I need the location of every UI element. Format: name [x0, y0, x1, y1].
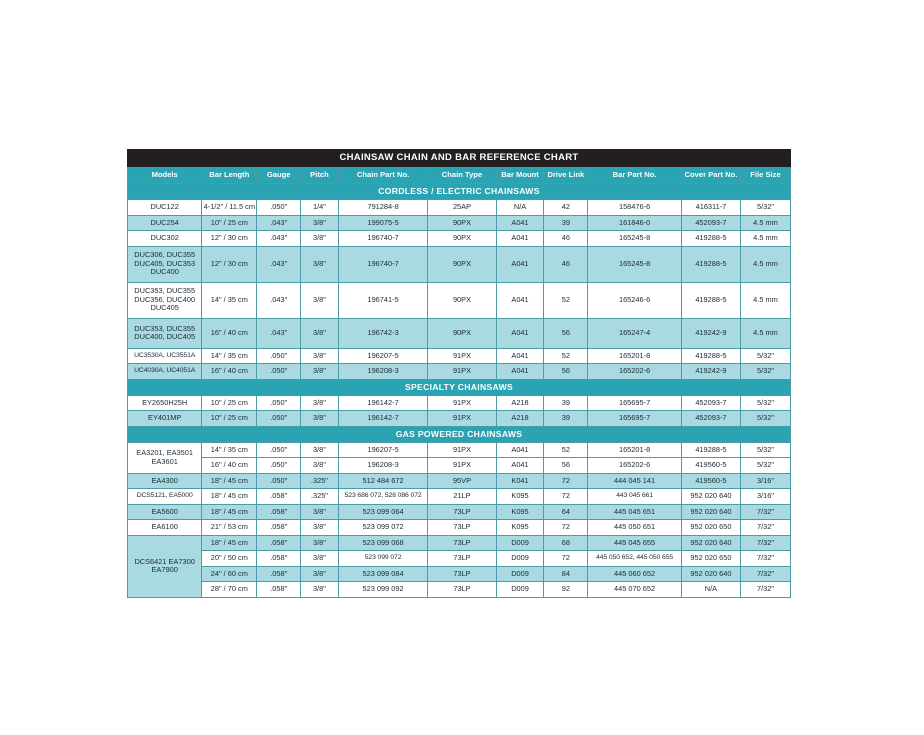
cell-drive-link: 46 [544, 246, 588, 282]
cell-bar-mount: D009 [496, 551, 544, 567]
cell-chain-type: 73LP [428, 566, 496, 582]
cell-bar-part-no: 161846-0 [588, 215, 682, 231]
chainsaw-reference-table [127, 149, 791, 598]
cell-cover-part-no: 419242-9 [681, 318, 740, 348]
cell-file-size: 5/32" [740, 458, 790, 474]
cell-chain-part-no: 196208-3 [338, 458, 428, 474]
model-cell: DUC254 [128, 215, 202, 231]
cell-bar-length: 16" / 40 cm [202, 458, 257, 474]
cell-chain-type: 73LP [428, 520, 496, 536]
cell-pitch: 3/8" [301, 582, 339, 598]
cell-chain-part-no: 196742-3 [338, 318, 428, 348]
model-cell: DCS5121, EA5000 [128, 489, 202, 505]
cell-bar-mount: A218 [496, 411, 544, 427]
cell-bar-length: 12" / 30 cm [202, 231, 257, 247]
cell-cover-part-no: 419560-5 [681, 473, 740, 489]
cell-cover-part-no: 419288-5 [681, 442, 740, 458]
cell-cover-part-no: 419288-5 [681, 282, 740, 318]
cell-pitch: .325" [301, 489, 339, 505]
cell-bar-mount: D009 [496, 582, 544, 598]
cell-bar-part-no: 165201-8 [588, 348, 682, 364]
cell-pitch: 3/8" [301, 246, 339, 282]
cell-drive-link: 72 [544, 520, 588, 536]
cell-file-size: 3/16" [740, 473, 790, 489]
model-cell: EA3201, EA3501 EA3601 [128, 442, 202, 473]
cell-gauge: .050" [257, 348, 301, 364]
cell-file-size: 5/32" [740, 442, 790, 458]
cell-bar-length: 10" / 25 cm [202, 395, 257, 411]
cell-pitch: 3/8" [301, 551, 339, 567]
header-file-size: File Size [740, 167, 790, 184]
cell-bar-length: 21" / 53 cm [202, 520, 257, 536]
cell-bar-mount: D009 [496, 535, 544, 551]
cell-bar-mount: A041 [496, 442, 544, 458]
cell-file-size: 7/32" [740, 582, 790, 598]
cell-bar-part-no: 165695-7 [588, 395, 682, 411]
cell-gauge: .043" [257, 318, 301, 348]
cell-bar-mount: K095 [496, 504, 544, 520]
cell-chain-part-no: 196207-5 [338, 348, 428, 364]
model-cell: DUC122 [128, 200, 202, 216]
header-pitch: Pitch [301, 167, 339, 184]
cell-pitch: 3/8" [301, 318, 339, 348]
cell-file-size: 4.5 mm [740, 318, 790, 348]
cell-cover-part-no: 416311-7 [681, 200, 740, 216]
cell-bar-part-no: 445 045 655 [588, 535, 682, 551]
header-bar-length: Bar Length [202, 167, 257, 184]
cell-bar-mount: A041 [496, 246, 544, 282]
cell-bar-part-no: 445 060 652 [588, 566, 682, 582]
cell-bar-part-no: 165246-6 [588, 282, 682, 318]
cell-drive-link: 46 [544, 231, 588, 247]
cell-gauge: .058" [257, 551, 301, 567]
cell-file-size: 5/32" [740, 364, 790, 380]
cell-bar-mount: N/A [496, 200, 544, 216]
cell-chain-part-no: 196208-3 [338, 364, 428, 380]
cell-bar-length: 10" / 25 cm [202, 215, 257, 231]
cell-chain-part-no: 523 099 072 [338, 520, 428, 536]
cell-chain-part-no: 196741-5 [338, 282, 428, 318]
cell-bar-mount: A041 [496, 348, 544, 364]
cell-file-size: 5/32" [740, 411, 790, 427]
cell-drive-link: 52 [544, 348, 588, 364]
cell-chain-type: 21LP [428, 489, 496, 505]
cell-bar-part-no: 445 045 651 [588, 504, 682, 520]
cell-bar-length: 14" / 35 cm [202, 442, 257, 458]
cell-drive-link: 72 [544, 473, 588, 489]
cell-bar-mount: A041 [496, 231, 544, 247]
cell-bar-part-no: 165202-6 [588, 458, 682, 474]
cell-chain-type: 91PX [428, 442, 496, 458]
header-bar-part-no: Bar Part No. [588, 167, 682, 184]
cell-chain-type: 73LP [428, 551, 496, 567]
cell-chain-type: 91PX [428, 458, 496, 474]
cell-pitch: .325" [301, 473, 339, 489]
cell-gauge: .050" [257, 200, 301, 216]
cell-bar-part-no: 165695-7 [588, 411, 682, 427]
cell-file-size: 4.5 mm [740, 231, 790, 247]
cell-file-size: 4.5 mm [740, 215, 790, 231]
cell-bar-mount: A041 [496, 215, 544, 231]
cell-cover-part-no: 952 020 650 [681, 520, 740, 536]
cell-chain-part-no: 196207-5 [338, 442, 428, 458]
cell-chain-part-no: 523 099 068 [338, 535, 428, 551]
cell-chain-part-no: 196740-7 [338, 231, 428, 247]
section-specialty: SPECIALTY CHAINSAWS [128, 379, 791, 395]
cell-bar-mount: A218 [496, 395, 544, 411]
model-cell: DUC306, DUC355 DUC405, DUC353 DUC400 [128, 246, 202, 282]
cell-cover-part-no: 419560-5 [681, 458, 740, 474]
cell-cover-part-no: 952 020 650 [681, 551, 740, 567]
cell-file-size: 5/32" [740, 200, 790, 216]
cell-chain-part-no: 196142-7 [338, 395, 428, 411]
model-cell: DUC353, DUC355 DUC356, DUC400 DUC405 [128, 282, 202, 318]
model-cell: EY2650H25H [128, 395, 202, 411]
model-cell: DUC302 [128, 231, 202, 247]
cell-gauge: .050" [257, 411, 301, 427]
cell-bar-mount: K095 [496, 520, 544, 536]
cell-cover-part-no: 952 020 640 [681, 489, 740, 505]
cell-chain-type: 25AP [428, 200, 496, 216]
cell-chain-part-no: 512 484 672 [338, 473, 428, 489]
model-cell: EY401MP [128, 411, 202, 427]
cell-bar-length: 28" / 70 cm [202, 582, 257, 598]
cell-drive-link: 39 [544, 411, 588, 427]
cell-pitch: 3/8" [301, 411, 339, 427]
cell-cover-part-no: 952 020 640 [681, 504, 740, 520]
cell-chain-type: 90PX [428, 318, 496, 348]
cell-drive-link: 52 [544, 442, 588, 458]
cell-cover-part-no: N/A [681, 582, 740, 598]
cell-file-size: 7/32" [740, 535, 790, 551]
cell-bar-mount: K095 [496, 489, 544, 505]
cell-bar-length: 12" / 30 cm [202, 246, 257, 282]
cell-gauge: .058" [257, 535, 301, 551]
header-cover-part-no: Cover Part No. [681, 167, 740, 184]
cell-file-size: 4.5 mm [740, 246, 790, 282]
cell-drive-link: 39 [544, 395, 588, 411]
model-cell: EA4300 [128, 473, 202, 489]
header-chain-type: Chain Type [428, 167, 496, 184]
header-models: Models [128, 167, 202, 184]
model-cell: EA5600 [128, 504, 202, 520]
cell-bar-mount: D009 [496, 566, 544, 582]
cell-drive-link: 72 [544, 551, 588, 567]
cell-bar-part-no: 445 050 652, 445 050 655 [588, 551, 682, 567]
cell-bar-mount: A041 [496, 318, 544, 348]
section-gas: GAS POWERED CHAINSAWS [128, 426, 791, 442]
cell-bar-part-no: 158476-6 [588, 200, 682, 216]
cell-chain-type: 73LP [428, 504, 496, 520]
cell-chain-type: 73LP [428, 582, 496, 598]
cell-gauge: .058" [257, 566, 301, 582]
model-cell: DUC353, DUC355 DUC400, DUC405 [128, 318, 202, 348]
cell-chain-type: 91PX [428, 411, 496, 427]
cell-bar-length: 4-1/2" / 11.5 cm [202, 200, 257, 216]
cell-drive-link: 52 [544, 282, 588, 318]
cell-chain-part-no: 523 099 064 [338, 504, 428, 520]
cell-bar-part-no: 165202-6 [588, 364, 682, 380]
cell-file-size: 7/32" [740, 551, 790, 567]
cell-drive-link: 68 [544, 535, 588, 551]
cell-chain-part-no: 523 099 092 [338, 582, 428, 598]
cell-gauge: .050" [257, 458, 301, 474]
model-cell: UC4030A, UC4051A [128, 364, 202, 380]
cell-drive-link: 56 [544, 364, 588, 380]
cell-cover-part-no: 952 020 640 [681, 566, 740, 582]
cell-gauge: .043" [257, 215, 301, 231]
cell-file-size: 7/32" [740, 504, 790, 520]
cell-gauge: .043" [257, 282, 301, 318]
cell-cover-part-no: 452093-7 [681, 411, 740, 427]
cell-chain-part-no: 199075-5 [338, 215, 428, 231]
cell-cover-part-no: 419288-5 [681, 348, 740, 364]
cell-bar-part-no: 165245-8 [588, 246, 682, 282]
header-gauge: Gauge [257, 167, 301, 184]
cell-chain-part-no: 791284-8 [338, 200, 428, 216]
cell-pitch: 3/8" [301, 282, 339, 318]
model-cell: EA6100 [128, 520, 202, 536]
model-cell: DCS6421 EA7300 EA7900 [128, 535, 202, 597]
cell-cover-part-no: 419288-5 [681, 231, 740, 247]
cell-gauge: .058" [257, 520, 301, 536]
cell-chain-part-no: 523 099 084 [338, 566, 428, 582]
cell-pitch: 3/8" [301, 231, 339, 247]
cell-file-size: 5/32" [740, 395, 790, 411]
cell-bar-length: 16" / 40 cm [202, 364, 257, 380]
cell-bar-part-no: 443 045 661 [588, 489, 682, 505]
cell-gauge: .050" [257, 364, 301, 380]
cell-drive-link: 56 [544, 458, 588, 474]
cell-drive-link: 92 [544, 582, 588, 598]
cell-bar-part-no: 165245-8 [588, 231, 682, 247]
cell-bar-part-no: 165247-4 [588, 318, 682, 348]
cell-cover-part-no: 419242-9 [681, 364, 740, 380]
cell-drive-link: 42 [544, 200, 588, 216]
cell-pitch: 3/8" [301, 566, 339, 582]
cell-pitch: 3/8" [301, 348, 339, 364]
cell-chain-type: 90PX [428, 215, 496, 231]
cell-chain-type: 91PX [428, 348, 496, 364]
cell-bar-length: 18" / 45 cm [202, 473, 257, 489]
cell-bar-part-no: 445 050 651 [588, 520, 682, 536]
cell-cover-part-no: 452093-7 [681, 215, 740, 231]
cell-file-size: 7/32" [740, 520, 790, 536]
cell-drive-link: 72 [544, 489, 588, 505]
cell-pitch: 3/8" [301, 520, 339, 536]
cell-bar-part-no: 445 070 652 [588, 582, 682, 598]
cell-file-size: 4.5 mm [740, 282, 790, 318]
cell-bar-mount: A041 [496, 458, 544, 474]
cell-pitch: 3/8" [301, 458, 339, 474]
cell-chain-part-no: 523 099 072 [338, 551, 428, 567]
cell-bar-length: 14" / 35 cm [202, 348, 257, 364]
cell-chain-part-no: 196142-7 [338, 411, 428, 427]
cell-pitch: 3/8" [301, 215, 339, 231]
header-bar-mount: Bar Mount [496, 167, 544, 184]
cell-pitch: 3/8" [301, 535, 339, 551]
cell-chain-type: 91PX [428, 364, 496, 380]
cell-gauge: .043" [257, 246, 301, 282]
cell-drive-link: 84 [544, 566, 588, 582]
cell-file-size: 7/32" [740, 566, 790, 582]
cell-gauge: .058" [257, 504, 301, 520]
header-chain-part-no: Chain Part No. [338, 167, 428, 184]
cell-gauge: .050" [257, 473, 301, 489]
cell-cover-part-no: 452093-7 [681, 395, 740, 411]
cell-bar-part-no: 165201-8 [588, 442, 682, 458]
cell-pitch: 3/8" [301, 364, 339, 380]
cell-bar-length: 24" / 60 cm [202, 566, 257, 582]
cell-gauge: .050" [257, 442, 301, 458]
model-cell: UC3530A, UC3551A [128, 348, 202, 364]
cell-bar-mount: K041 [496, 473, 544, 489]
cell-chain-type: 73LP [428, 535, 496, 551]
cell-pitch: 3/8" [301, 395, 339, 411]
cell-gauge: .050" [257, 395, 301, 411]
cell-bar-length: 10" / 25 cm [202, 411, 257, 427]
cell-bar-part-no: 444 045 141 [588, 473, 682, 489]
cell-drive-link: 64 [544, 504, 588, 520]
cell-chain-type: 95VP [428, 473, 496, 489]
cell-gauge: .058" [257, 489, 301, 505]
cell-chain-part-no: 523 686 072, 528 086 072 [338, 489, 428, 505]
header-drive-link: Drive Link [544, 167, 588, 184]
cell-bar-mount: A041 [496, 282, 544, 318]
cell-bar-mount: A041 [496, 364, 544, 380]
cell-file-size: 3/16" [740, 489, 790, 505]
cell-file-size: 5/32" [740, 348, 790, 364]
cell-cover-part-no: 952 020 640 [681, 535, 740, 551]
cell-drive-link: 39 [544, 215, 588, 231]
cell-chain-type: 90PX [428, 231, 496, 247]
cell-bar-length: 18" / 45 cm [202, 489, 257, 505]
cell-chain-type: 90PX [428, 282, 496, 318]
cell-chain-type: 91PX [428, 395, 496, 411]
cell-chain-type: 90PX [428, 246, 496, 282]
cell-bar-length: 20" / 50 cm [202, 551, 257, 567]
cell-drive-link: 56 [544, 318, 588, 348]
cell-bar-length: 18" / 45 cm [202, 504, 257, 520]
cell-pitch: 3/8" [301, 442, 339, 458]
cell-bar-length: 18" / 45 cm [202, 535, 257, 551]
cell-cover-part-no: 419288-5 [681, 246, 740, 282]
cell-gauge: .058" [257, 582, 301, 598]
cell-pitch: 3/8" [301, 504, 339, 520]
cell-gauge: .043" [257, 231, 301, 247]
cell-pitch: 1/4" [301, 200, 339, 216]
chart-title: CHAINSAW CHAIN AND BAR REFERENCE CHART [128, 150, 791, 167]
cell-bar-length: 16" / 40 cm [202, 318, 257, 348]
cell-bar-length: 14" / 35 cm [202, 282, 257, 318]
section-cordless: CORDLESS / ELECTRIC CHAINSAWS [128, 184, 791, 200]
cell-chain-part-no: 196740-7 [338, 246, 428, 282]
